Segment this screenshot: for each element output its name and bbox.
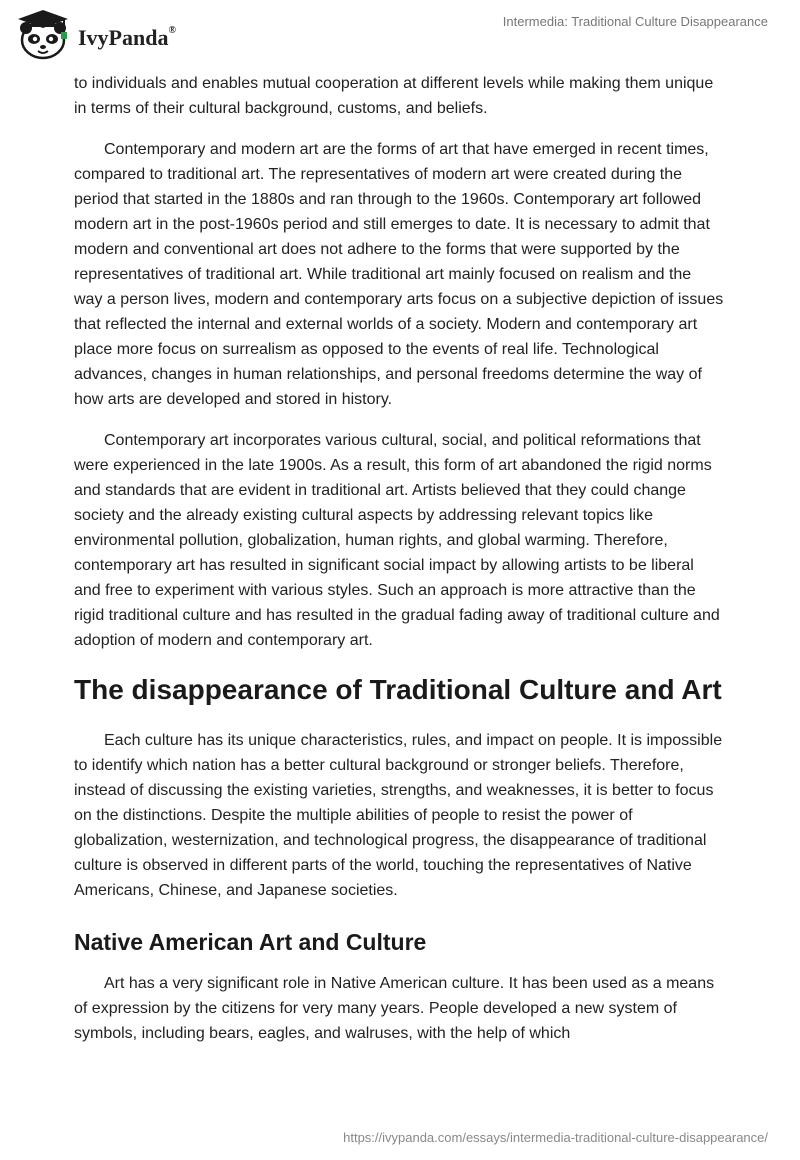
subsection-heading-native-american: Native American Art and Culture [74, 929, 427, 955]
brand-name [78, 25, 176, 51]
essay-content [74, 71, 724, 1062]
source-url[interactable]: https://ivypanda.com/essays/intermedia-traditional-culture-disappearance/ [343, 1130, 768, 1145]
registered-mark: ® [168, 24, 176, 36]
paragraph-continued: to individuals and enables mutual cooperation at different levels while making them unique in terms of their cultural background, customs, and beliefs. [74, 75, 714, 117]
paragraph-native-american-art: Art has a very significant role in Native American culture. It has been used as a means of expression by the citizens for very many years. People developed a new system of symbols, including bears, eagles, and walruses, with the help of which [74, 975, 715, 1042]
ivypanda-logo[interactable] [14, 6, 214, 62]
brand-label: IvyPanda [78, 25, 169, 50]
paragraph-contemporary-art: Contemporary art incorporates various cultural, social, and political reformations that were experienced in the late 1900s. As a result, this form of art abandoned the rigid norms and standards that are evident in traditional art. Artists believed that they could change society and the already existing cultural aspects by addressing relevant topics like environmental pollution, globalization, human rights, and global warming. Therefore, contemporary art has resulted in significant social impact by allowing artists to be liberal and free to experiment with various styles. Such an approach is more attractive than the rigid traditional culture and has resulted in the gradual fading away of traditional culture and adoption of modern and contemporary art. [74, 432, 720, 649]
document-title: Intermedia: Traditional Culture Disappearance [502, 14, 768, 29]
page-header [0, 0, 800, 70]
panda-graduate-icon [14, 6, 72, 62]
section-heading-disappearance: The disappearance of Traditional Culture and Art [74, 674, 722, 705]
paragraph-culture-characteristics: Each culture has its unique characteristics, rules, and impact on people. It is impossible to identify which nation has a better cultural background or stronger beliefs. Therefore, instead of discussing the existing varieties, strengths, and weaknesses, it is better to focus on the distinctions. Despite the multiple abilities of people to resist the power of globalization, westernization, and technological progress, the disappearance of traditional culture is observed in different parts of the world, touching the representatives of Native Americans, Chinese, and Japanese societies. [74, 732, 723, 899]
paragraph-modern-art: Contemporary and modern art are the forms of art that have emerged in recent times, compared to traditional art. The representatives of modern art were created during the period that started in the 1880s and ran through to the 1960s. Contemporary art followed modern art in the post-1960s period and still emerges to date. It is necessary to admit that modern and conventional art does not adhere to the forms that were supported by the representatives of traditional art. While traditional art mainly focused on realism and the way a person lives, modern and contemporary arts focus on a subjective depiction of issues that reflected the internal and external worlds of a society. Modern and contemporary art place more focus on surrealism as opposed to the events of real life. Technological advances, changes in human relationships, and personal freedoms determine the way of how arts are developed and stored in history. [74, 141, 724, 408]
